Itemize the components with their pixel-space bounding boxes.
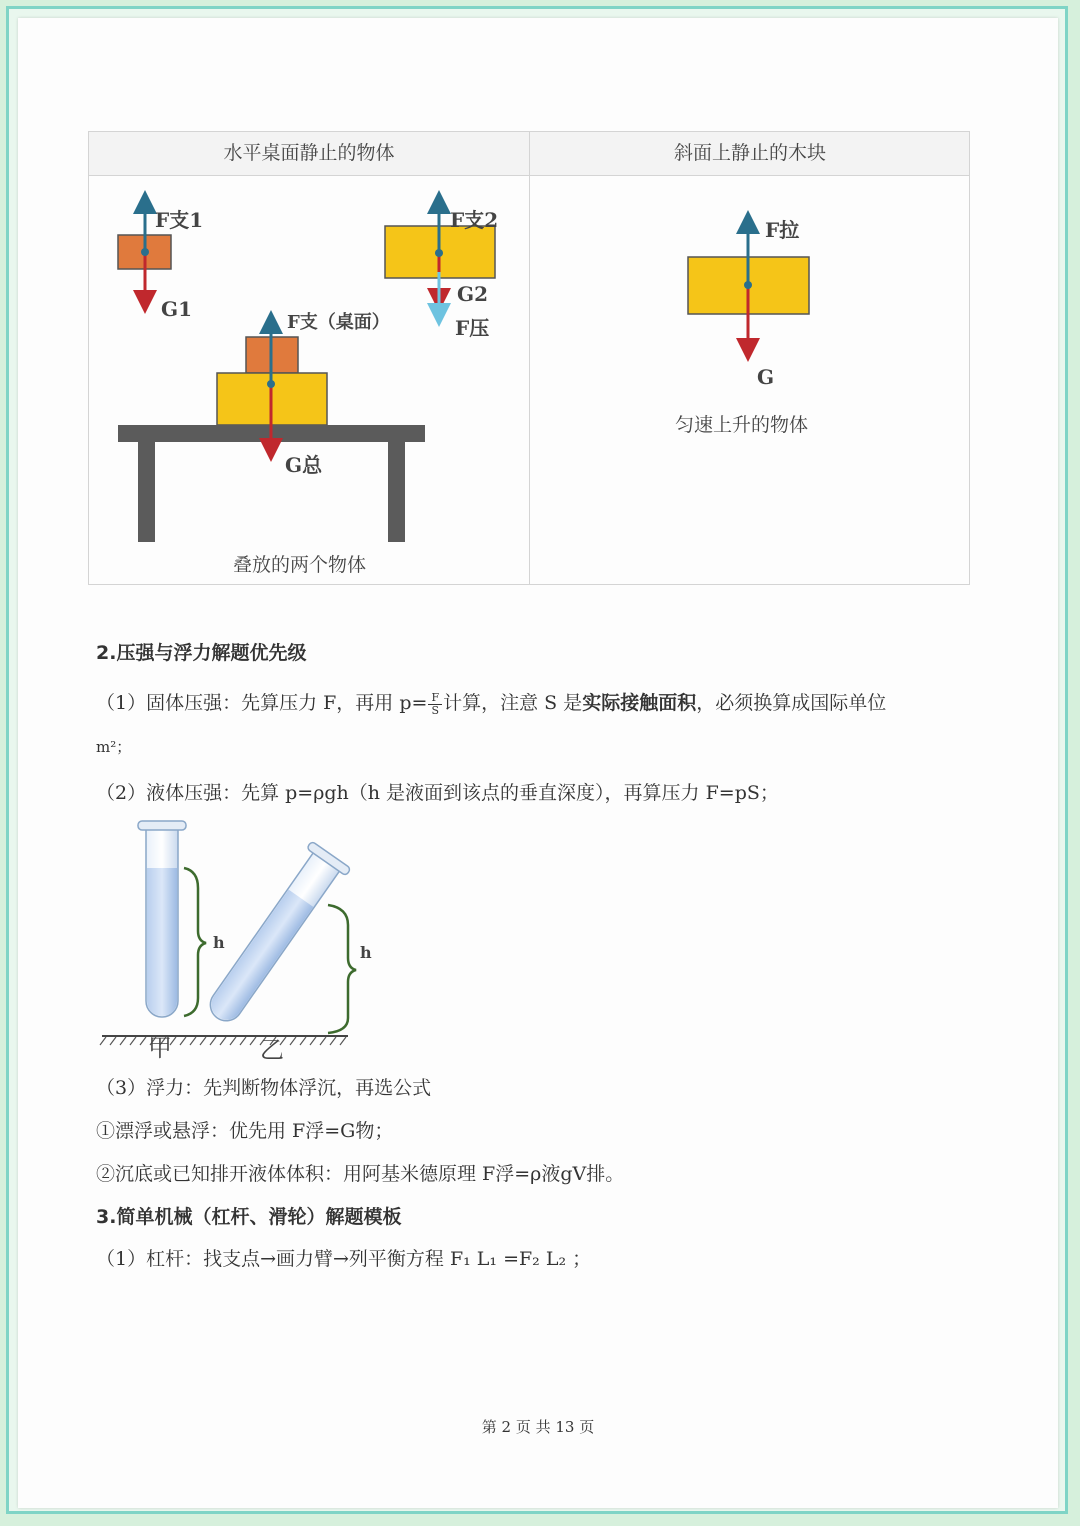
label-g-total: G总	[285, 453, 323, 477]
ground-hatch	[100, 1037, 346, 1045]
section2-item3: （3）浮力：先判断物体浮沉，再选公式	[96, 1077, 432, 1099]
force-diagram-table	[88, 131, 970, 585]
desk-leg-left	[138, 442, 155, 542]
label-f-support2: F支2	[450, 208, 499, 232]
header-horizontal-desk: 水平桌面静止的物体	[223, 142, 395, 164]
tube-b-label: 乙	[260, 1036, 284, 1064]
force-diagrams	[89, 132, 969, 584]
tube-b-h-label: h	[360, 943, 372, 962]
section2-item1: （1）固体压强：先算压力 F，再用 p= $\frac{F}{S}$ 计算，注意 S 是实际接触面积，必须换算成国际单位	[96, 690, 887, 717]
section3-item1: （1）杠杆：找支点→画力臂→列平衡方程 F₁ L₁ =F₂ L₂ ；	[96, 1248, 592, 1270]
document-page	[18, 18, 1058, 1508]
desk-leg-right	[388, 442, 405, 542]
label-f-support1: F支1	[155, 208, 204, 232]
section2-item3-2: ②沉底或已知排开液体体积：用阿基米德原理 F浮=ρ液gV排。	[96, 1163, 625, 1185]
brace-b	[328, 905, 356, 1033]
page-footer: 第 2 页 共 13 页	[481, 1418, 595, 1436]
header-incline-block: 斜面上静止的木块	[673, 142, 826, 164]
label-g1: G1	[161, 297, 192, 321]
section2-item2: （2）液体压强：先算 p=ρgh（h 是液面到该点的垂直深度），再算压力 F=pS；	[96, 782, 779, 804]
pressure-fraction: $\frac{F}{S}$	[428, 692, 442, 717]
label-g2: G2	[457, 282, 488, 306]
caption-rising: 匀速上升的物体	[675, 414, 809, 436]
stacked-blocks-diagram	[118, 322, 425, 542]
label-f-press: F压	[455, 316, 490, 340]
label-g: G	[757, 365, 775, 389]
section2-item3-1: ①漂浮或悬浮：优先用 F浮=G物；	[96, 1120, 394, 1142]
test-tubes-illustration	[96, 813, 376, 1063]
section2-item1-unit: m²；	[96, 738, 132, 756]
label-f-pull: F拉	[765, 218, 800, 242]
section3-heading: 3.简单机械（杠杆、滑轮）解题模板	[96, 1206, 402, 1228]
section2-heading: 2.压强与浮力解题优先级	[96, 642, 307, 664]
tube-a	[138, 821, 206, 1017]
tube-a-label: 甲	[148, 1034, 172, 1062]
caption-stacked: 叠放的两个物体	[233, 554, 367, 576]
tube-a-h-label: h	[213, 933, 225, 952]
label-f-support-table: F支（桌面）	[287, 312, 390, 333]
